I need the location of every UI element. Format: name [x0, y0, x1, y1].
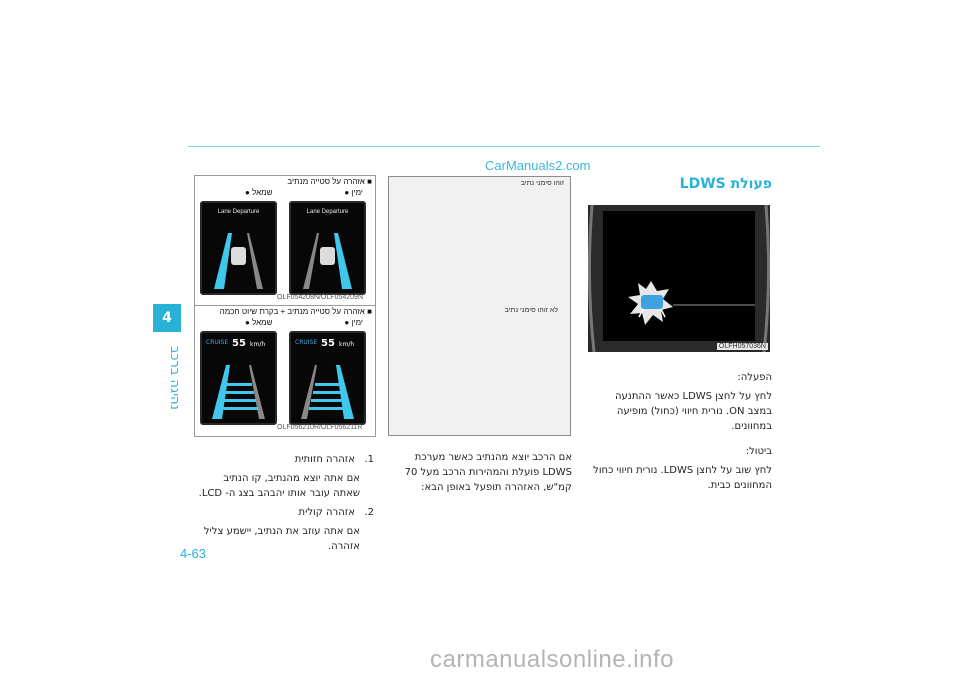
middle-line-2: LDWS פועלת והמהירות הרכב מעל 70 [404, 467, 572, 478]
operation-line-2: במצב ON. נורית חיווי (כחול) מופיעה במחוונים. [616, 406, 772, 432]
lane-detection-panel [388, 176, 571, 436]
bullet-square-icon: ■ [364, 307, 372, 316]
panel-bottom-left-label-row [245, 318, 273, 327]
speed-value: 55 [232, 338, 246, 349]
item2-title: אזהרה קולית [298, 507, 355, 518]
item2-line-2: אזהרה. [327, 541, 360, 552]
panel-divider [194, 305, 376, 306]
screen-lane-left [200, 201, 277, 295]
ldws-indicator-icon [603, 211, 755, 341]
bullet-square-icon: ■ [364, 177, 372, 186]
chapter-title: נהיגה ברכב [167, 346, 182, 410]
header-rule [188, 146, 820, 147]
screen-title: Lane Departure [217, 209, 260, 215]
screen-cruise-left [200, 331, 277, 425]
cluster-display [603, 211, 755, 341]
item2-heading-row [190, 505, 374, 520]
panel-top-right-label: ימין [351, 188, 363, 197]
screen-lane-right [289, 201, 366, 295]
site-watermark[interactable]: carmanualsonline.info [430, 646, 674, 673]
label-not-detected: לא זוהו סימני נתיב [504, 307, 558, 314]
speed-unit: km/h [250, 341, 266, 348]
screen-cruise-right [289, 331, 366, 425]
item1-line-1: אם אתה יוצא מהנתיב, קו הנתיב [223, 473, 360, 484]
photo-credit: OLFH057036N [718, 343, 766, 350]
speed-unit: km/h [339, 341, 355, 348]
panel-bottom-left-label: שמאל [252, 318, 273, 327]
item2-line-1: אם אתה עוזב את הנתיב, יישמע צליל [203, 526, 360, 537]
lane-road-icon [291, 203, 364, 293]
panel-bottom-right-label-row [344, 318, 363, 327]
warning-panel [194, 175, 376, 437]
panel-top-heading: אזהרה על סטייה מנתיב [287, 177, 365, 186]
middle-body [388, 450, 572, 495]
middle-line-1: אם הרכב יוצא מהנתיב כאשר מערכת [414, 452, 572, 463]
bullet-dot-icon: ● [344, 318, 352, 327]
item1-heading-row [190, 452, 374, 467]
cluster-photo [588, 205, 770, 352]
left-body [190, 452, 374, 554]
operation-heading: הפעלה: [737, 372, 772, 383]
item1-title: אזהרה חזותית [294, 454, 355, 465]
page-number: 4-63 [180, 546, 207, 561]
bullet-dot-icon: ● [245, 318, 253, 327]
cancel-heading: ביטול: [745, 446, 772, 457]
header-watermark[interactable]: CarManuals2.com [485, 158, 591, 173]
bullet-dot-icon: ● [245, 188, 253, 197]
panel-bottom-caption: OLF056210R/OLF056211R [277, 424, 363, 431]
panel-top-caption: OLF054208N/OLF054209N [277, 294, 363, 301]
cruise-lane-icon [291, 333, 364, 423]
panel-bottom-right-label: ימין [351, 318, 363, 327]
cruise-lane-icon [202, 333, 275, 423]
speed-value: 55 [321, 338, 335, 349]
item1-line-2: שאתה עובר אותו יהבהב בצג ה- LCD. [198, 488, 360, 499]
cruise-label: CRUISE [295, 339, 318, 346]
panel-top-right-label-row [344, 188, 363, 197]
cruise-label: CRUISE [206, 339, 229, 346]
screen-title: Lane Departure [306, 209, 349, 215]
panel-bottom-heading: אזהרה על סטייה מנתיב + בקרת שיוט חכמה [219, 307, 365, 316]
bullet-dot-icon: ● [344, 188, 352, 197]
panel-top-left-label: שמאל [252, 188, 273, 197]
section-title: פעולת LDWS [679, 176, 772, 192]
cancel-line-1: לחץ שוב על לחצן LDWS. נורית חיווי כחול [593, 465, 772, 476]
lane-road-icon [202, 203, 275, 293]
operation-block [580, 370, 772, 493]
item2-number: 2. [364, 507, 374, 518]
panel-top-left-label-row [245, 188, 273, 197]
panel-bottom-heading-row [196, 307, 372, 316]
chapter-tab: 4 [153, 304, 181, 332]
operation-line-1: לחץ על לחצן LDWS כאשר ההתנעה [615, 391, 772, 402]
cancel-line-2: המחוונים כבית. [707, 480, 772, 491]
item1-number: 1. [364, 454, 374, 465]
middle-line-3: קמ"ש, האזהרה תופעל באופן הבא: [421, 482, 572, 493]
label-detected: זוהו סימני נתיב [520, 180, 564, 187]
panel-top-heading-row [197, 177, 372, 186]
